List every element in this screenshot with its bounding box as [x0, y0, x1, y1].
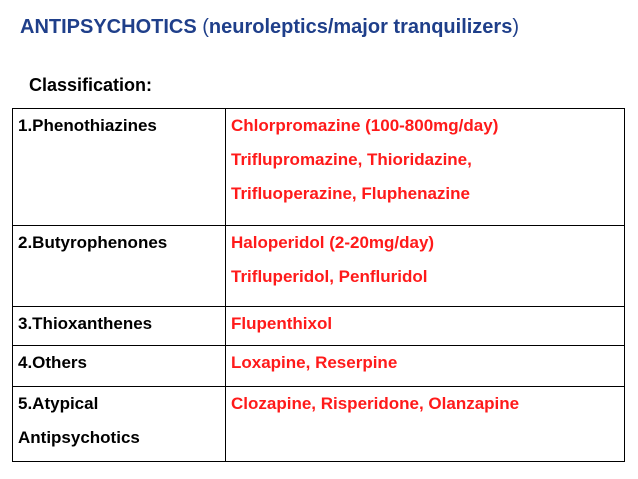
table-row	[13, 346, 625, 387]
class-name: Antipsychotics	[18, 428, 140, 447]
classification-heading: Classification:	[29, 75, 153, 95]
table-row	[13, 109, 625, 226]
drug-line: Haloperidol (2-20mg/day)	[231, 233, 435, 252]
drugs-cell	[226, 346, 625, 387]
classification-table	[12, 108, 625, 462]
drug-line: Triflupromazine, Thioridazine,	[231, 150, 472, 169]
slide-title-open-paren: (	[202, 16, 209, 38]
class-cell	[13, 346, 226, 387]
slide-title	[20, 16, 519, 39]
class-cell	[13, 109, 226, 226]
class-name: 2.Butyrophenones	[18, 233, 168, 252]
drugs-cell	[226, 387, 625, 462]
class-name: 1.Phenothiazines	[18, 116, 157, 135]
class-cell	[13, 307, 226, 346]
class-name: 5.Atypical	[18, 394, 99, 413]
table-row	[13, 226, 625, 307]
class-name: 3.Thioxanthenes	[18, 314, 153, 333]
drug-line: Loxapine, Reserpine	[231, 353, 398, 372]
slide-title-close-paren: )	[512, 16, 520, 38]
class-cell	[13, 387, 226, 462]
drug-line: Chlorpromazine (100-800mg/day)	[231, 116, 499, 135]
table-row	[13, 387, 625, 462]
drugs-cell	[226, 226, 625, 307]
slide-title-main: ANTIPSYCHOTICS	[20, 16, 197, 38]
drug-line: Trifluoperazine, Fluphenazine	[231, 184, 470, 203]
slide-title-sub: neuroleptics/major tranquilizers	[208, 16, 513, 38]
class-name: 4.Others	[18, 353, 87, 372]
class-cell	[13, 226, 226, 307]
drug-line: Flupenthixol	[231, 314, 333, 333]
drug-line: Trifluperidol, Penfluridol	[231, 267, 428, 286]
drugs-cell	[226, 109, 625, 226]
table-row	[13, 307, 625, 346]
drug-line: Clozapine, Risperidone, Olanzapine	[231, 394, 520, 413]
drugs-cell	[226, 307, 625, 346]
